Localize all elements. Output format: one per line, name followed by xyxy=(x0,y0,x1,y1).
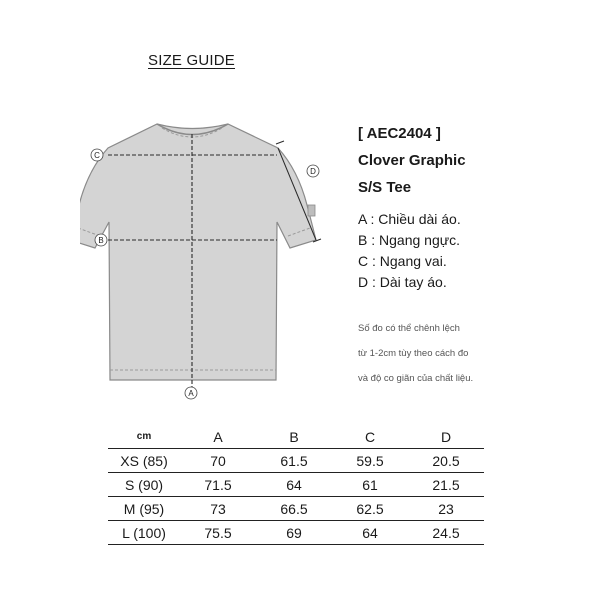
value-cell: 20.5 xyxy=(432,452,460,469)
value-cell: 61 xyxy=(362,476,378,493)
sleeve-tag xyxy=(308,205,315,216)
value-cell: 69 xyxy=(286,524,302,541)
product-name-line-1: Clover Graphic xyxy=(358,152,466,169)
size-cell: S (90) xyxy=(124,476,164,493)
page-title: SIZE GUIDE xyxy=(148,52,236,69)
legend-item-a: A : Chiều dài áo. xyxy=(358,211,461,227)
measurement-legend xyxy=(358,209,466,293)
column-header-b: B xyxy=(289,428,299,445)
column-header-a: A xyxy=(213,428,223,445)
value-cell: 73 xyxy=(210,500,226,517)
legend-item-c: C : Ngang vai. xyxy=(358,253,447,269)
unit-header: cm xyxy=(136,431,152,442)
value-cell: 64 xyxy=(362,524,378,541)
marker-d xyxy=(307,165,319,177)
table-row xyxy=(108,473,484,497)
table-row xyxy=(108,449,484,473)
value-cell: 62.5 xyxy=(356,500,384,517)
column-header-c: C xyxy=(364,428,376,445)
column-header-d: D xyxy=(440,428,452,445)
table-row xyxy=(108,497,484,521)
marker-b xyxy=(95,234,107,246)
svg-text:B: B xyxy=(98,236,104,245)
legend-item-b: B : Ngang ngực. xyxy=(358,232,460,248)
value-cell: 71.5 xyxy=(204,476,232,493)
svg-text:A: A xyxy=(188,389,194,398)
tshirt-diagram xyxy=(80,110,330,410)
table-header-row xyxy=(108,425,484,449)
value-cell: 66.5 xyxy=(280,500,308,517)
table-row xyxy=(108,521,484,545)
product-code: [ AEC2404 ] xyxy=(358,125,441,142)
svg-text:C: C xyxy=(94,151,100,160)
value-cell: 59.5 xyxy=(356,452,384,469)
product-info xyxy=(358,120,466,293)
measurement-note xyxy=(358,316,473,391)
value-cell: 21.5 xyxy=(432,476,460,493)
marker-c xyxy=(91,149,103,161)
value-cell: 75.5 xyxy=(204,524,232,541)
product-name-line-2: S/S Tee xyxy=(358,179,412,196)
marker-a xyxy=(185,387,197,399)
size-cell: XS (85) xyxy=(120,452,168,469)
note-line: Số đo có thể chênh lệch xyxy=(358,323,460,334)
value-cell: 61.5 xyxy=(280,452,308,469)
svg-text:D: D xyxy=(310,167,316,176)
shirt-body xyxy=(80,124,316,380)
value-cell: 64 xyxy=(286,476,302,493)
value-cell: 70 xyxy=(210,452,226,469)
size-cell: M (95) xyxy=(123,500,165,517)
value-cell: 23 xyxy=(438,500,454,517)
value-cell: 24.5 xyxy=(432,524,460,541)
size-cell: L (100) xyxy=(122,524,166,541)
note-line: và độ co giãn của chất liệu. xyxy=(358,373,474,384)
legend-item-d: D : Dài tay áo. xyxy=(358,274,447,290)
size-table xyxy=(108,425,484,545)
note-line: từ 1-2cm tùy theo cách đo xyxy=(358,348,469,359)
